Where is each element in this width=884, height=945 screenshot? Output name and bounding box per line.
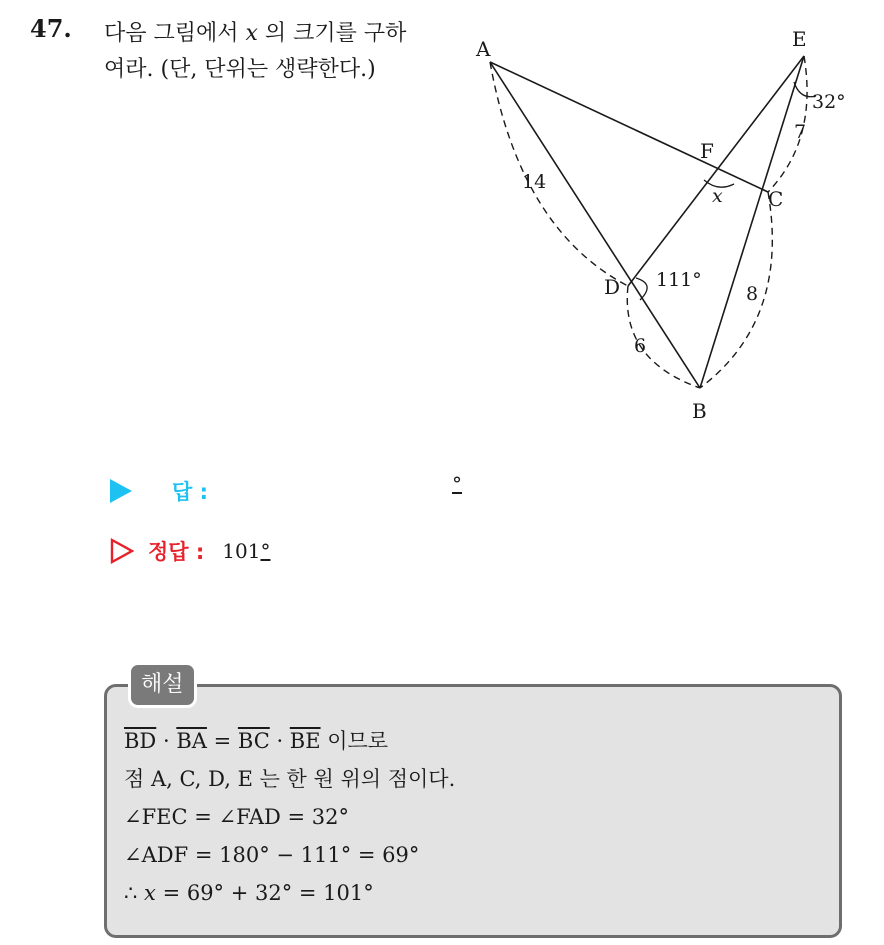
point-b-label: B bbox=[692, 399, 707, 423]
solution-lines bbox=[124, 722, 455, 912]
equals: = bbox=[206, 729, 238, 753]
solution-variable: x bbox=[144, 881, 156, 905]
answer-triangle-icon bbox=[110, 479, 132, 503]
segment-de bbox=[628, 56, 807, 286]
question-variable: x bbox=[245, 21, 258, 46]
line-1-tail: 이므로 bbox=[320, 729, 389, 753]
solution-line-1 bbox=[124, 722, 455, 760]
solution-line-5 bbox=[124, 874, 455, 912]
point-a-label: A bbox=[476, 37, 491, 61]
dot-2: · bbox=[269, 729, 290, 753]
line-5-tail: = 69° + 32° = 101° bbox=[155, 881, 374, 905]
dot-1: · bbox=[156, 729, 177, 753]
segment-bd: $\overline{BD}$ bbox=[124, 729, 157, 753]
length-ad-label: 14 bbox=[522, 171, 547, 193]
point-f-label: F bbox=[700, 139, 714, 163]
correct-answer-unit: ° bbox=[260, 539, 271, 563]
segment-ba: $\overline{BA}$ bbox=[176, 729, 207, 753]
point-d-label: D bbox=[604, 275, 621, 299]
solution-tag: 해설 bbox=[128, 662, 197, 708]
length-cb-label: 8 bbox=[746, 283, 759, 305]
answer-unit: ° bbox=[452, 472, 462, 496]
point-c-label: C bbox=[768, 187, 784, 211]
arc-cb bbox=[700, 192, 772, 388]
segment-be bbox=[700, 56, 807, 388]
correct-answer-value bbox=[222, 539, 270, 563]
answer-label: 답 : bbox=[172, 480, 208, 504]
question-number: 47. bbox=[30, 14, 72, 43]
angle-x-label: x bbox=[712, 185, 723, 207]
geometry-figure bbox=[0, 0, 884, 440]
answer-row bbox=[110, 472, 462, 506]
solution-line-4: ∠ADF = 180° − 111° = 69° bbox=[124, 843, 420, 867]
correct-answer-label: 정답 : bbox=[148, 540, 205, 564]
correct-triangle-icon bbox=[110, 538, 134, 564]
segment-be: $\overline{BE}$ bbox=[289, 729, 321, 753]
correct-answer-number: 101 bbox=[222, 539, 261, 563]
therefore-symbol: ∴ bbox=[124, 881, 145, 905]
solution-line-2: 점 A, C, D, E 는 한 원 위의 점이다. bbox=[124, 767, 456, 791]
length-db-label: 6 bbox=[634, 335, 647, 357]
question-line-2: 여라. (단, 단위는 생략한다.) bbox=[104, 57, 376, 82]
angle-e-label: 32° bbox=[812, 91, 846, 113]
angle-d-label: 111° bbox=[656, 269, 702, 291]
solution-line-3: ∠FEC = ∠FAD = 32° bbox=[124, 805, 350, 829]
correct-answer-row bbox=[110, 536, 270, 566]
question-line-1-pre: 다음 그림에서 bbox=[104, 21, 246, 46]
length-ec-label: 7 bbox=[794, 121, 807, 143]
question-line-1-post: 의 크기를 구하 bbox=[257, 21, 407, 46]
point-e-label: E bbox=[792, 27, 807, 51]
segment-bc: $\overline{BC}$ bbox=[237, 729, 270, 753]
